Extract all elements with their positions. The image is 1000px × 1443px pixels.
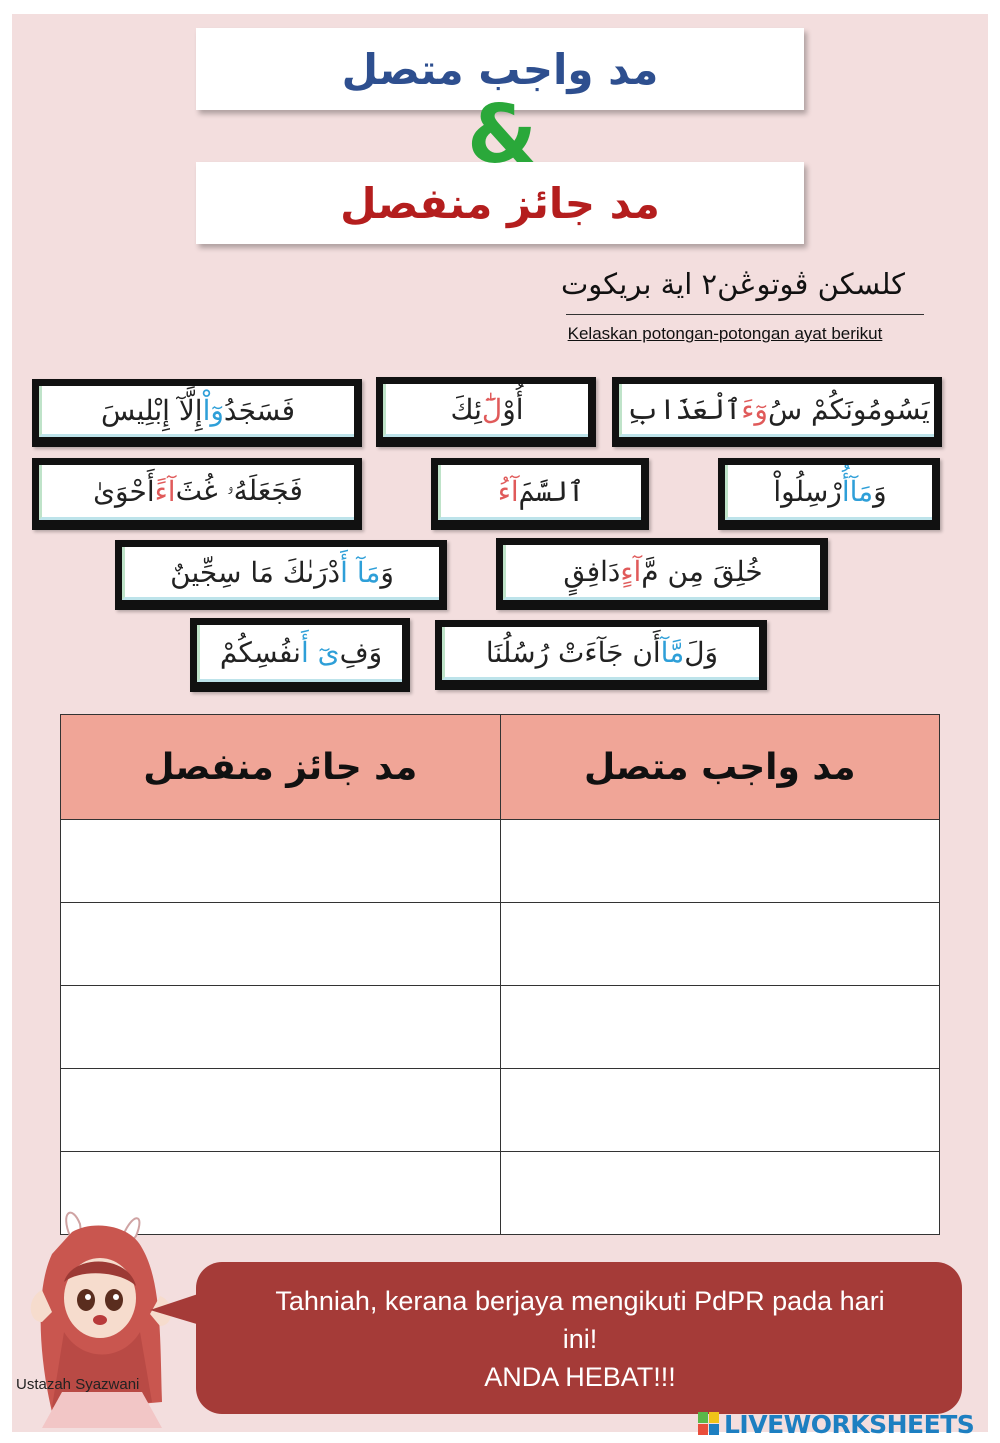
ampersand-symbol: & <box>467 88 537 181</box>
title-mad-jaiz-munfasil: مد جائز منفصل <box>196 162 804 244</box>
ayah-card-text <box>39 465 354 520</box>
mad-highlight-red: وٓءَ <box>741 392 768 426</box>
ayah-text-part: فَجَعَلَهُۥ غُثَ <box>175 474 303 507</box>
drop-zone-muttasil[interactable] <box>500 1069 940 1152</box>
mad-highlight-red: آءُ <box>497 474 519 508</box>
table-header-row <box>61 715 940 820</box>
ayah-card-text <box>383 384 588 437</box>
ayah-text-part: فَسَجَدُ <box>223 393 296 427</box>
mad-highlight-blue: أُ <box>841 474 850 508</box>
instruction-malay: Kelaskan potongan-potongan ayat berikut <box>567 324 883 343</box>
ayah-text-part: دَافِقٍ <box>563 554 621 588</box>
mad-highlight-blue: مَآ أَ <box>340 555 381 589</box>
ayah-card-text <box>122 547 439 600</box>
ayah-card-7[interactable] <box>496 538 828 610</box>
ayah-text-part: وَ <box>873 474 887 508</box>
ayah-text-part: خُلِقَ مِن مَّ <box>641 554 763 588</box>
mad-highlight-blue: مَّآ <box>660 635 685 669</box>
ayah-card-text <box>197 625 402 682</box>
ayah-text-part: دْرَىٰكَ مَا سِجِّينٌ <box>170 555 341 589</box>
title-mad-wajib-muttasil: مد واجب متصل <box>196 28 804 110</box>
ayah-text-part: وَ <box>380 555 394 589</box>
mad-highlight-blue: ىٓ أَ <box>300 635 340 669</box>
mad-highlight-red: لَٰٓ <box>481 392 503 426</box>
ayah-text-part: وَفِ <box>339 635 383 669</box>
ayah-text-part: وَلَ <box>684 635 719 669</box>
table-row <box>61 1152 940 1235</box>
mad-highlight-blue: مَآ <box>849 474 874 508</box>
ayah-card-5[interactable] <box>431 458 649 530</box>
ayah-card-text <box>725 465 932 520</box>
ayah-text-part: رْسِلُواْ <box>773 474 842 508</box>
ayah-text-part: ئِكَ <box>450 392 482 426</box>
ayah-card-text <box>619 384 934 437</box>
ayah-text-part: إِلَّآ إِبْلِيسَ <box>100 393 203 427</box>
drop-zone-muttasil[interactable] <box>500 1152 940 1235</box>
instruction-divider <box>566 314 924 315</box>
ayah-card-text <box>39 386 354 437</box>
ayah-text-part: ٱلسَّمَ <box>518 474 585 508</box>
ayah-card-10[interactable] <box>190 618 410 692</box>
liveworksheets-brand: LIVEWORKSHEETS <box>724 1409 975 1439</box>
ayah-text-part: يَسُومُونَكُمْ سُ <box>767 392 930 426</box>
mad-highlight-red: آءً <box>154 474 176 508</box>
ayah-card-1[interactable] <box>612 377 942 447</box>
author-name: Ustazah Syazwani <box>16 1376 140 1393</box>
ayah-card-6[interactable] <box>32 458 362 530</box>
mad-highlight-red: آءٍ <box>620 554 642 588</box>
header-mad-wajib-muttasil: مد واجب متصل <box>500 715 940 820</box>
drop-zone-muttasil[interactable] <box>500 820 940 903</box>
instruction-jawi: كلسكن ڤوتوڠن٢ اية بريكوت <box>560 267 905 301</box>
ayah-card-text <box>503 545 820 600</box>
ayah-card-text <box>438 465 641 520</box>
ayah-card-9[interactable] <box>435 620 767 690</box>
ayah-text-part: ٱلْعَذَابِ <box>626 392 742 426</box>
drop-zone-muttasil[interactable] <box>500 903 940 986</box>
drop-zone-munfasil[interactable] <box>61 986 501 1069</box>
liveworksheets-logo <box>698 1408 994 1440</box>
drop-zone-muttasil[interactable] <box>500 986 940 1069</box>
message-line-1: Tahniah, kerana berjaya mengikuti PdPR pada hari <box>275 1286 885 1316</box>
mad-highlight-blue: وٓاْ <box>202 393 224 427</box>
ayah-card-3[interactable] <box>32 379 362 447</box>
ayah-card-4[interactable] <box>718 458 940 530</box>
ayah-card-8[interactable] <box>115 540 447 610</box>
ayah-text-part: أَن جَآءَتْ رُسُلُنَا <box>485 635 661 669</box>
drop-zone-munfasil[interactable] <box>61 1069 501 1152</box>
message-line-2: ini! <box>562 1324 598 1354</box>
ayah-text-part: أَحْوَىٰ <box>93 474 155 508</box>
header-mad-jaiz-munfasil: مد جائز منفصل <box>61 715 501 820</box>
ayah-card-text <box>442 627 759 680</box>
table-row <box>61 903 940 986</box>
drop-zone-munfasil[interactable] <box>61 903 501 986</box>
drop-zone-munfasil[interactable] <box>61 820 501 903</box>
liveworksheets-icon <box>698 1412 720 1436</box>
table-row <box>61 986 940 1069</box>
classification-table <box>60 714 940 1235</box>
ayah-text-part: نفُسِكُمْ <box>219 635 301 669</box>
message-line-3: ANDA HEBAT!!! <box>484 1362 676 1392</box>
ayah-text-part: أُوْ <box>502 392 524 426</box>
congratulation-message <box>210 1282 950 1398</box>
table-row <box>61 1069 940 1152</box>
ayah-card-2[interactable] <box>376 377 596 447</box>
table-row <box>61 820 940 903</box>
